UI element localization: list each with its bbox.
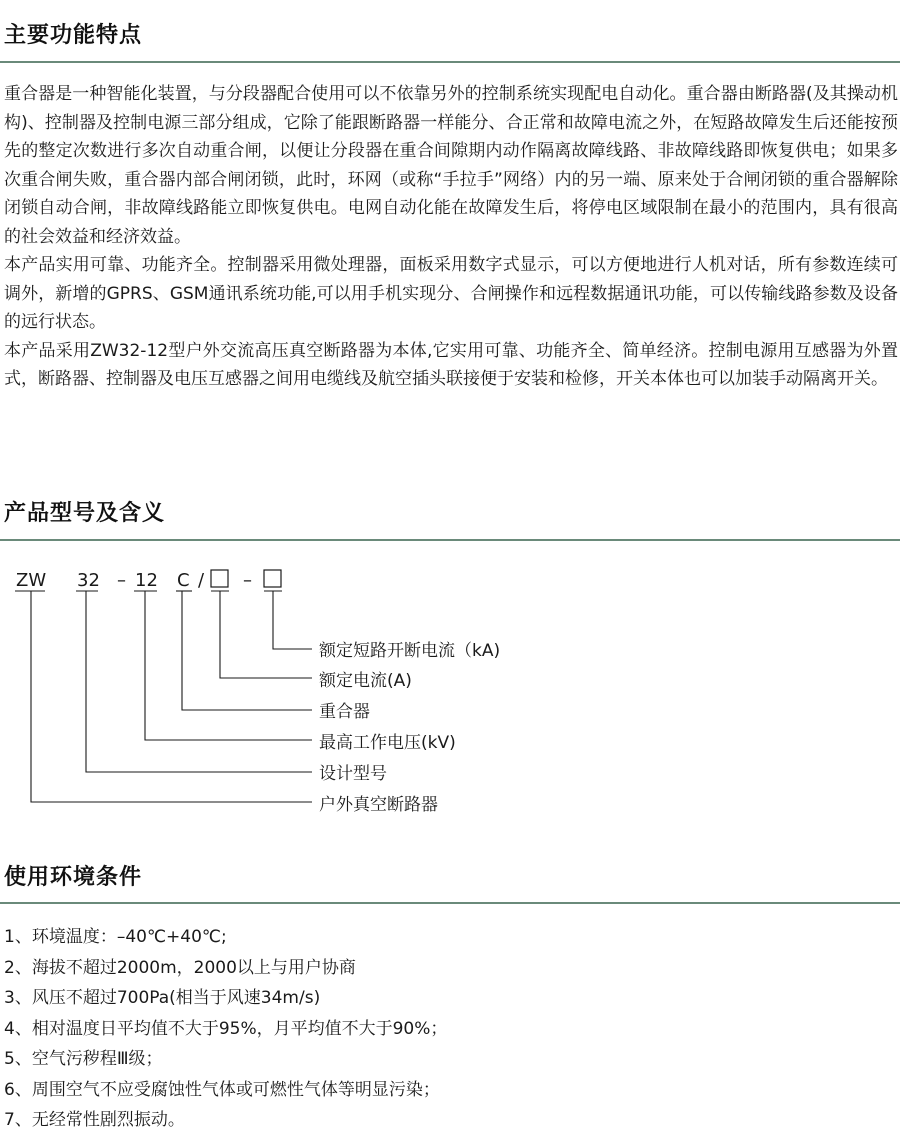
meaning-breaking-current: 额定短路开断电流（kA) [319,641,501,661]
features-paragraph-2: 本产品实用可靠、功能齐全。控制器采用微处理器，面板采用数字式显示，可以方便地进行人机对话，所有参数连续可调外，新增的GPRS、GSM通讯系统功能,可以用手机实现分、合闸操作和远程数据通讯功能，可以传输线路参数及设备的远行状态。 [4,255,898,332]
leader-rated-current [220,591,312,678]
code-current-box [211,570,228,587]
code-12: 12 [135,570,158,591]
features-title-rule [0,61,900,63]
environment-item: 2、海拔不超过2000m，2000以上与用户协商 [4,957,356,978]
environment-title: 使用环境条件 [4,865,143,890]
model-code-diagram [0,560,900,830]
code-dash-2: – [243,570,252,591]
meaning-outdoor-breaker: 户外真空断路器 [319,795,438,815]
features-paragraph-1: 重合器是一种智能化装置，与分段器配合使用可以不依靠另外的控制系统实现配电自动化。重合器由断路器(及其操动机构)、控制器及控制电源三部分组成，它除了能跟断路器一样能分、合正常和故障电流之外，在短路故障发生后还能按预先的整定次数进行多次自动重合闸，以便让分段器在重合间隙期内动作隔离故障线路、非故障线路即恢复供电；如果多次重合闸失败，重合器内部合闸闭锁，此时，环网（或称“手拉手”网络）内的另一端、原来处于合闸闭锁的重合器解除闭锁自动合闸，非故障线路能立即恢复供电。电网自动化能在故障发生后，将停电区域限制在最小的范围内，具有很高的社会效益和经济效益。 [4,84,898,247]
code-zw: ZW [16,570,47,591]
code-dash-1: – [117,570,126,591]
leader-breaking-current [273,591,312,649]
code-c: C [177,570,190,591]
code-slash: / [198,570,205,591]
leader-recloser [182,591,312,710]
features-paragraph-3: 本产品采用ZW32-12型户外交流高压真空断路器为本体,它实用可靠、功能齐全、简单经济。控制电源用互感器为外置式，断路器、控制器及电压互感器之间用电缆线及航空插头联接便于安装和检修，开关本体也可以加装手动隔离开关。 [4,340,898,389]
leader-design [86,591,312,772]
model-title-rule [0,539,900,541]
leader-voltage [145,591,312,740]
environment-item: 6、周围空气不应受腐蚀性气体或可燃性气体等明显污染； [4,1079,440,1100]
meaning-design-model: 设计型号 [319,764,387,784]
meaning-recloser: 重合器 [319,702,370,722]
code-32: 32 [77,570,100,591]
code-breaking-box [264,570,281,587]
meaning-rated-current: 额定电流(A) [319,671,412,691]
environment-item: 4、相对温度日平均值不大于95%，月平均值不大于90%； [4,1018,448,1039]
features-body [4,80,898,394]
model-title: 产品型号及含义 [4,501,166,526]
meaning-max-voltage: 最高工作电压(kV) [319,733,456,753]
environment-item: 1、环境温度：–40℃+40℃; [4,927,227,947]
environment-item: 3、风压不超过700Pa(相当于风速34m/s) [4,988,321,1008]
features-title: 主要功能特点 [4,23,143,48]
environment-title-rule [0,902,900,904]
environment-list [4,922,447,1136]
leader-outdoor [31,591,312,802]
environment-item: 5、空气污秽程Ⅲ级； [4,1049,163,1069]
environment-item: 7、无经常性剧烈振动。 [4,1110,185,1130]
